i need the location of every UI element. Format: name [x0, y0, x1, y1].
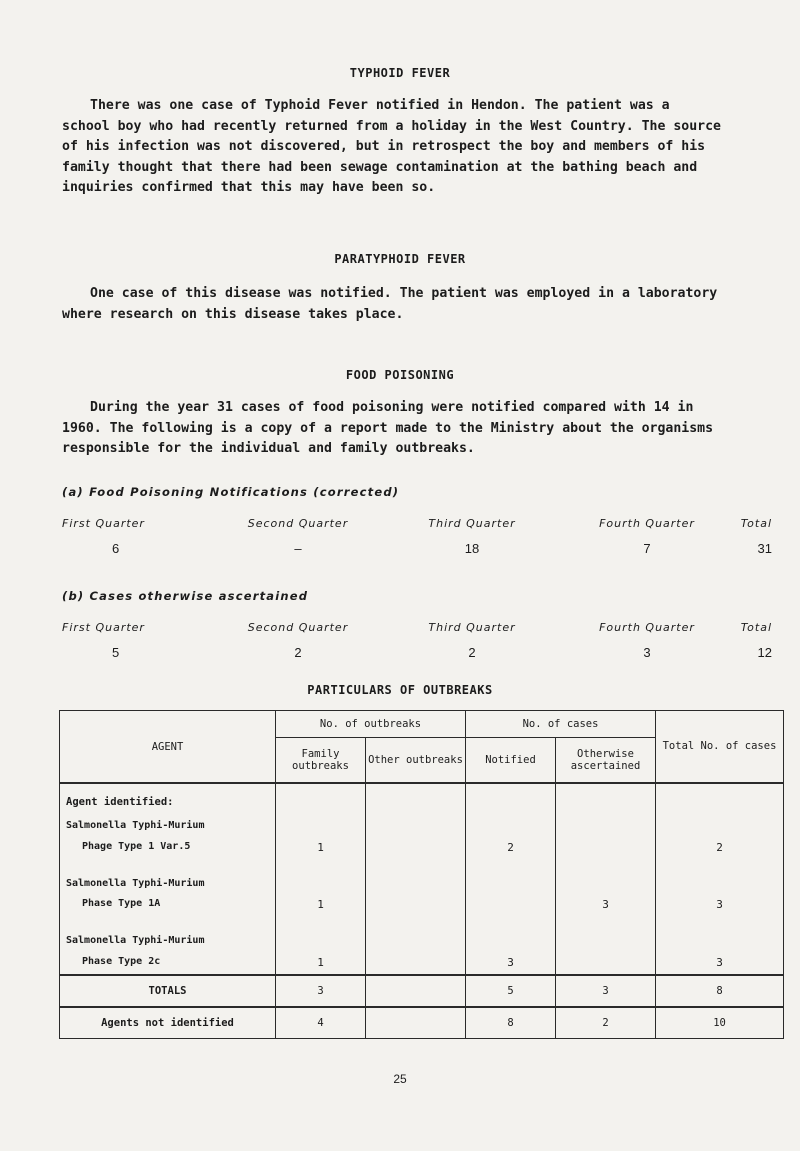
total-cases-value: 2 [716, 841, 723, 854]
outbreaks-table [59, 710, 784, 1039]
cases-group-header: No. of cases [466, 711, 656, 738]
paratyphoid-paragraph [62, 284, 762, 325]
page-number: 25 [393, 1072, 407, 1086]
family-outbreaks-header: Family outbreaks [276, 738, 366, 784]
food-poisoning-line: responsible for the individual and family outbreaks. [62, 441, 475, 456]
otherwise-header: First Quarter [62, 621, 145, 634]
paratyphoid-line: One case of this disease was notified. The patient was employed in a laboratory [90, 286, 718, 301]
otherwise-header: Second Quarter [247, 621, 349, 634]
notifications-header: Second Quarter [247, 517, 349, 530]
totals-otherwise: 3 [556, 975, 656, 1007]
totals-total: 8 [656, 975, 784, 1007]
otherwise-value: 2 [468, 645, 476, 660]
food-poisoning-line: 1960. The following is a copy of a report made to the Ministry about the organisms [62, 420, 714, 436]
agent-identified-label: Agent identified: [66, 796, 174, 808]
notified-header: Notified [466, 738, 556, 784]
typhoid-line: inquiries confirmed that this may have been so. [62, 180, 436, 195]
totals-family: 3 [276, 975, 366, 1007]
totals-row [60, 975, 784, 1007]
otherwise-ascertained-header: Otherwise ascertained [556, 738, 656, 784]
family-outbreaks-value: 1 [317, 841, 324, 854]
notifications-header: First Quarter [62, 517, 145, 530]
notifications-value: – [294, 541, 302, 556]
otherwise-header: Third Quarter [428, 621, 516, 634]
notifications-label: (a) Food Poisoning Notifications (corrected) [62, 485, 400, 499]
typhoid-line: school boy who had recently returned from a holiday in the West Country. The source [62, 118, 721, 134]
otherwise-value: 2 [294, 645, 302, 660]
outbreaks-heading: PARTICULARS OF OUTBREAKS [307, 683, 493, 697]
agent-phage: Phase Type 2c [82, 956, 161, 967]
notifications-header: Third Quarter [428, 517, 516, 530]
notified-value: 2 [507, 841, 514, 854]
notifications-header: Fourth Quarter [599, 517, 695, 530]
otherwise-header: Fourth Quarter [599, 621, 695, 634]
total-cases-value: 3 [716, 898, 723, 911]
not-identified-family: 4 [276, 1007, 366, 1039]
agent-phage: Phase Type 1A [82, 898, 161, 909]
food-poisoning-paragraph [62, 398, 762, 460]
family-outbreaks-column [276, 783, 366, 975]
outbreaks-group-header: No. of outbreaks [276, 711, 466, 738]
typhoid-line: There was one case of Typhoid Fever notified in Hendon. The patient was a [90, 98, 670, 113]
notifications-value: 6 [112, 541, 120, 556]
otherwise-header: Total [740, 621, 772, 634]
food-poisoning-heading: FOOD POISONING [345, 368, 455, 382]
otherwise-table [62, 621, 772, 660]
totals-notified: 5 [466, 975, 556, 1007]
not-identified-otherwise: 2 [556, 1007, 656, 1039]
notifications-value: 18 [464, 541, 480, 556]
agent-name: Salmonella Typhi-Murium [66, 935, 205, 946]
paratyphoid-heading: PARATYPHOID FEVER [334, 252, 466, 266]
paratyphoid-line: where research on this disease takes place. [62, 306, 404, 322]
food-poisoning-line: During the year 31 cases of food poisoning were notified compared with 14 in [90, 400, 694, 415]
total-cases-header: Total No. of cases [656, 711, 784, 784]
agent-column [60, 783, 276, 975]
agent-phage: Phage Type 1 Var.5 [82, 841, 191, 852]
family-outbreaks-value: 1 [317, 898, 324, 911]
totals-other [366, 975, 466, 1007]
typhoid-line: family thought that there had been sewage contamination at the bathing beach and [62, 159, 698, 175]
agent-header: AGENT [60, 711, 276, 784]
otherwise-label: (b) Cases otherwise ascertained [62, 589, 309, 603]
notifications-value: 31 [757, 541, 772, 556]
typhoid-line: of his infection was not discovered, but in retrospect the boy and members of his [62, 139, 706, 154]
otherwise-value: 12 [757, 645, 772, 660]
agent-name: Salmonella Typhi-Murium [66, 878, 205, 889]
otherwise-value: 5 [112, 645, 120, 660]
total-cases-value: 3 [716, 956, 723, 969]
totals-label: TOTALS [60, 975, 276, 1007]
other-outbreaks-header: Other outbreaks [366, 738, 466, 784]
not-identified-other [366, 1007, 466, 1039]
family-outbreaks-value: 1 [317, 956, 324, 969]
not-identified-label: Agents not identified [60, 1007, 276, 1039]
total-cases-column [656, 783, 784, 975]
other-outbreaks-column [366, 783, 466, 975]
notifications-table [62, 517, 772, 556]
not-identified-total: 10 [656, 1007, 784, 1039]
typhoid-heading: TYPHOID FEVER [349, 66, 451, 80]
notifications-header: Total [740, 517, 772, 530]
otherwise-value: 3 [643, 645, 651, 660]
typhoid-paragraph [62, 96, 762, 199]
notified-value: 3 [507, 956, 514, 969]
not-identified-row [60, 1007, 784, 1039]
otherwise-value: 3 [602, 898, 609, 911]
notifications-value: 7 [643, 541, 651, 556]
not-identified-notified: 8 [466, 1007, 556, 1039]
notified-column [466, 783, 556, 975]
otherwise-column [556, 783, 656, 975]
agent-name: Salmonella Typhi-Murium [66, 820, 205, 831]
